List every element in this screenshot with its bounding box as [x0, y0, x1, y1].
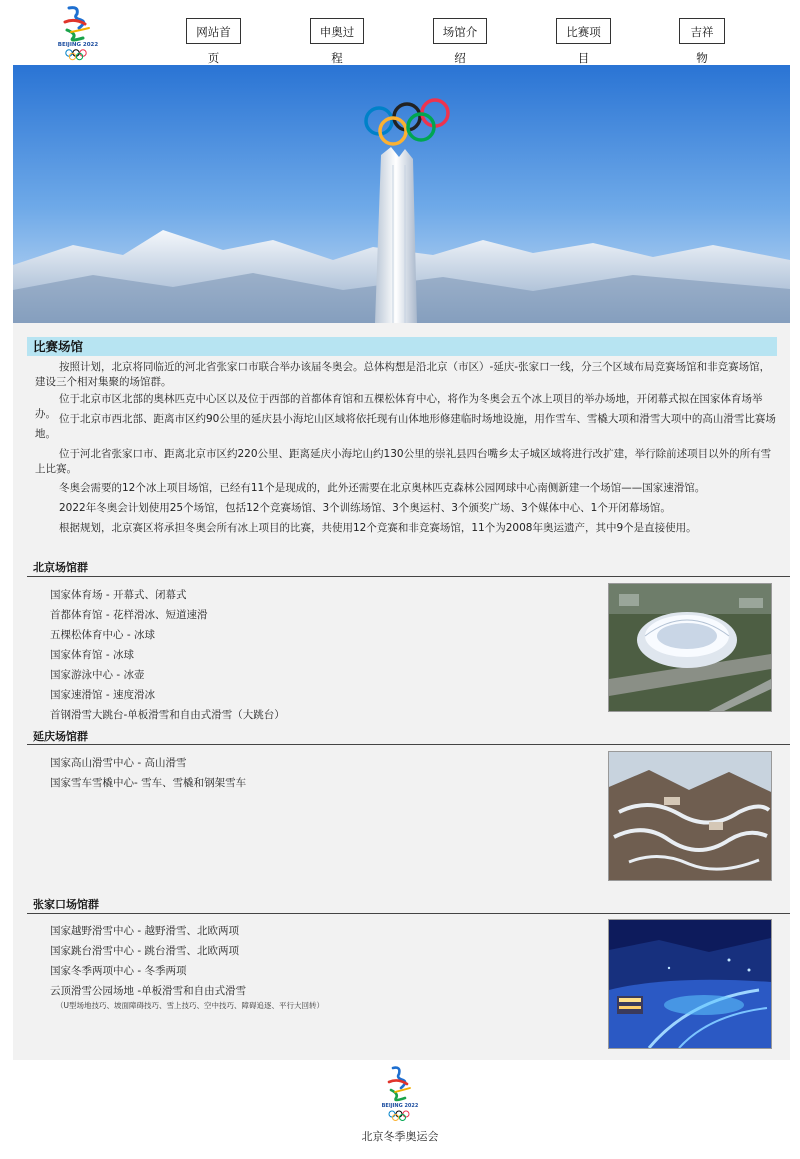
- nav-bid-process[interactable]: 申奥过程: [310, 18, 364, 44]
- nav-events[interactable]: 比赛项目: [556, 18, 611, 44]
- venue-item: 首都体育馆 - 花样滑冰、短道速滑: [50, 609, 208, 621]
- group-title-beijing: 北京场馆群: [33, 561, 88, 574]
- speed-skating-oval-photo: [608, 583, 772, 712]
- night-snow-park-photo: [608, 919, 772, 1049]
- venue-item: 国家冬季两项中心 - 冬季两项: [50, 965, 187, 977]
- nav-mascot[interactable]: 吉祥物: [679, 18, 725, 44]
- group-title-yanqing: 延庆场馆群: [33, 730, 88, 743]
- venue-item: 首钢滑雪大跳台-单板滑雪和自由式滑雪（大跳台）: [50, 709, 285, 721]
- venue-item: 国家高山滑雪中心 - 高山滑雪: [50, 757, 187, 769]
- venue-item: 国家越野滑雪中心 - 越野滑雪、北欧两项: [50, 925, 239, 937]
- paragraph-zhangjiakou: 位于河北省张家口市、距离北京市区约220公里、距离延庆小海坨山约130公里的崇礼县四台嘴乡太子城区域将进行改扩建，举行除前述项目以外的所有雪上比赛。: [35, 448, 772, 475]
- footer-logo: [381, 1064, 419, 1124]
- paragraph-plan: 根据规划，北京赛区将承担冬奥会所有冰上项目的比赛，共使用12个竞赛和非竞赛场馆，11个为2008年奥运遗产，其中9个是直接使用。: [59, 522, 697, 534]
- paragraph-yanqing: 位于北京市西北部、距离市区约90公里的延庆县小海坨山区域将依托现有山体地形修建临时场地设施，用作雪车、雪橇大项和滑雪大项中的高山滑雪比赛场地。: [35, 413, 776, 440]
- olympic-tower-image: [13, 65, 790, 323]
- footer-caption: 北京冬季奥运会: [361, 1130, 439, 1143]
- venue-note: （U型场地技巧、坡面障碍技巧、雪上技巧、空中技巧、障碍追逐、平行大回转）: [56, 1001, 324, 1010]
- section-title: 比赛场馆: [27, 337, 777, 356]
- beijing-2022-logo[interactable]: [55, 4, 101, 62]
- paragraph-overview: 按照计划，北京将同临近的河北省张家口市联合举办该届冬奥会。总体构想是沿北京（市区）-延庆-张家口一线，分三个区域布局竞赛场馆和非竞赛场馆，建设三个相对集聚的场馆群。: [35, 361, 771, 388]
- venue-item: 国家体育馆 - 冰球: [50, 649, 134, 661]
- venue-item: 国家速滑馆 - 速度滑冰: [50, 689, 155, 701]
- header: [0, 0, 800, 64]
- venue-item: 国家游泳中心 - 冰壶: [50, 669, 145, 681]
- divider: [27, 576, 790, 577]
- venue-item: 云顶滑雪公园场地 -单板滑雪和自由式滑雪: [50, 985, 247, 997]
- venue-item: 国家体育场 - 开幕式、闭幕式: [50, 589, 187, 601]
- paragraph-beijing: 位于北京市区北部的奥林匹克中心区以及位于西部的首都体育馆和五棵松体育中心，将作为冬奥会五个冰上项目的举办场地，开闭幕式拟在国家体育场举办。: [35, 393, 763, 420]
- paragraph-venue-count: 2022年冬奥会计划使用25个场馆，包括12个竞赛场馆、3个训练场馆、3个奥运村、3个颁奖广场、3个媒体中心、1个开闭幕场馆。: [59, 502, 671, 514]
- venue-item: 国家雪车雪橇中心- 雪车、雪橇和钢架雪车: [50, 777, 247, 789]
- footer-logo-text: BEIJING 2022: [381, 1103, 419, 1109]
- hero-banner: [13, 65, 790, 323]
- nav-home[interactable]: 网站首页: [186, 18, 241, 44]
- divider: [27, 913, 790, 914]
- nav-venues[interactable]: 场馆介绍: [433, 18, 487, 44]
- sliding-center-photo: [608, 751, 772, 881]
- venue-item: 五棵松体育中心 - 冰球: [50, 629, 155, 641]
- main-content: [13, 323, 790, 1060]
- venue-item: 国家跳台滑雪中心 - 跳台滑雪、北欧两项: [50, 945, 239, 957]
- divider: [27, 744, 790, 745]
- paragraph-ice-venues: 冬奥会需要的12个冰上项目场馆，已经有11个是现成的，此外还需要在北京奥林匹克森林公园网球中心南侧新建一个场馆——国家速滑馆。: [59, 482, 706, 494]
- group-title-zhangjiakou: 张家口场馆群: [33, 898, 99, 911]
- logo-text: BEIJING 2022: [57, 42, 99, 48]
